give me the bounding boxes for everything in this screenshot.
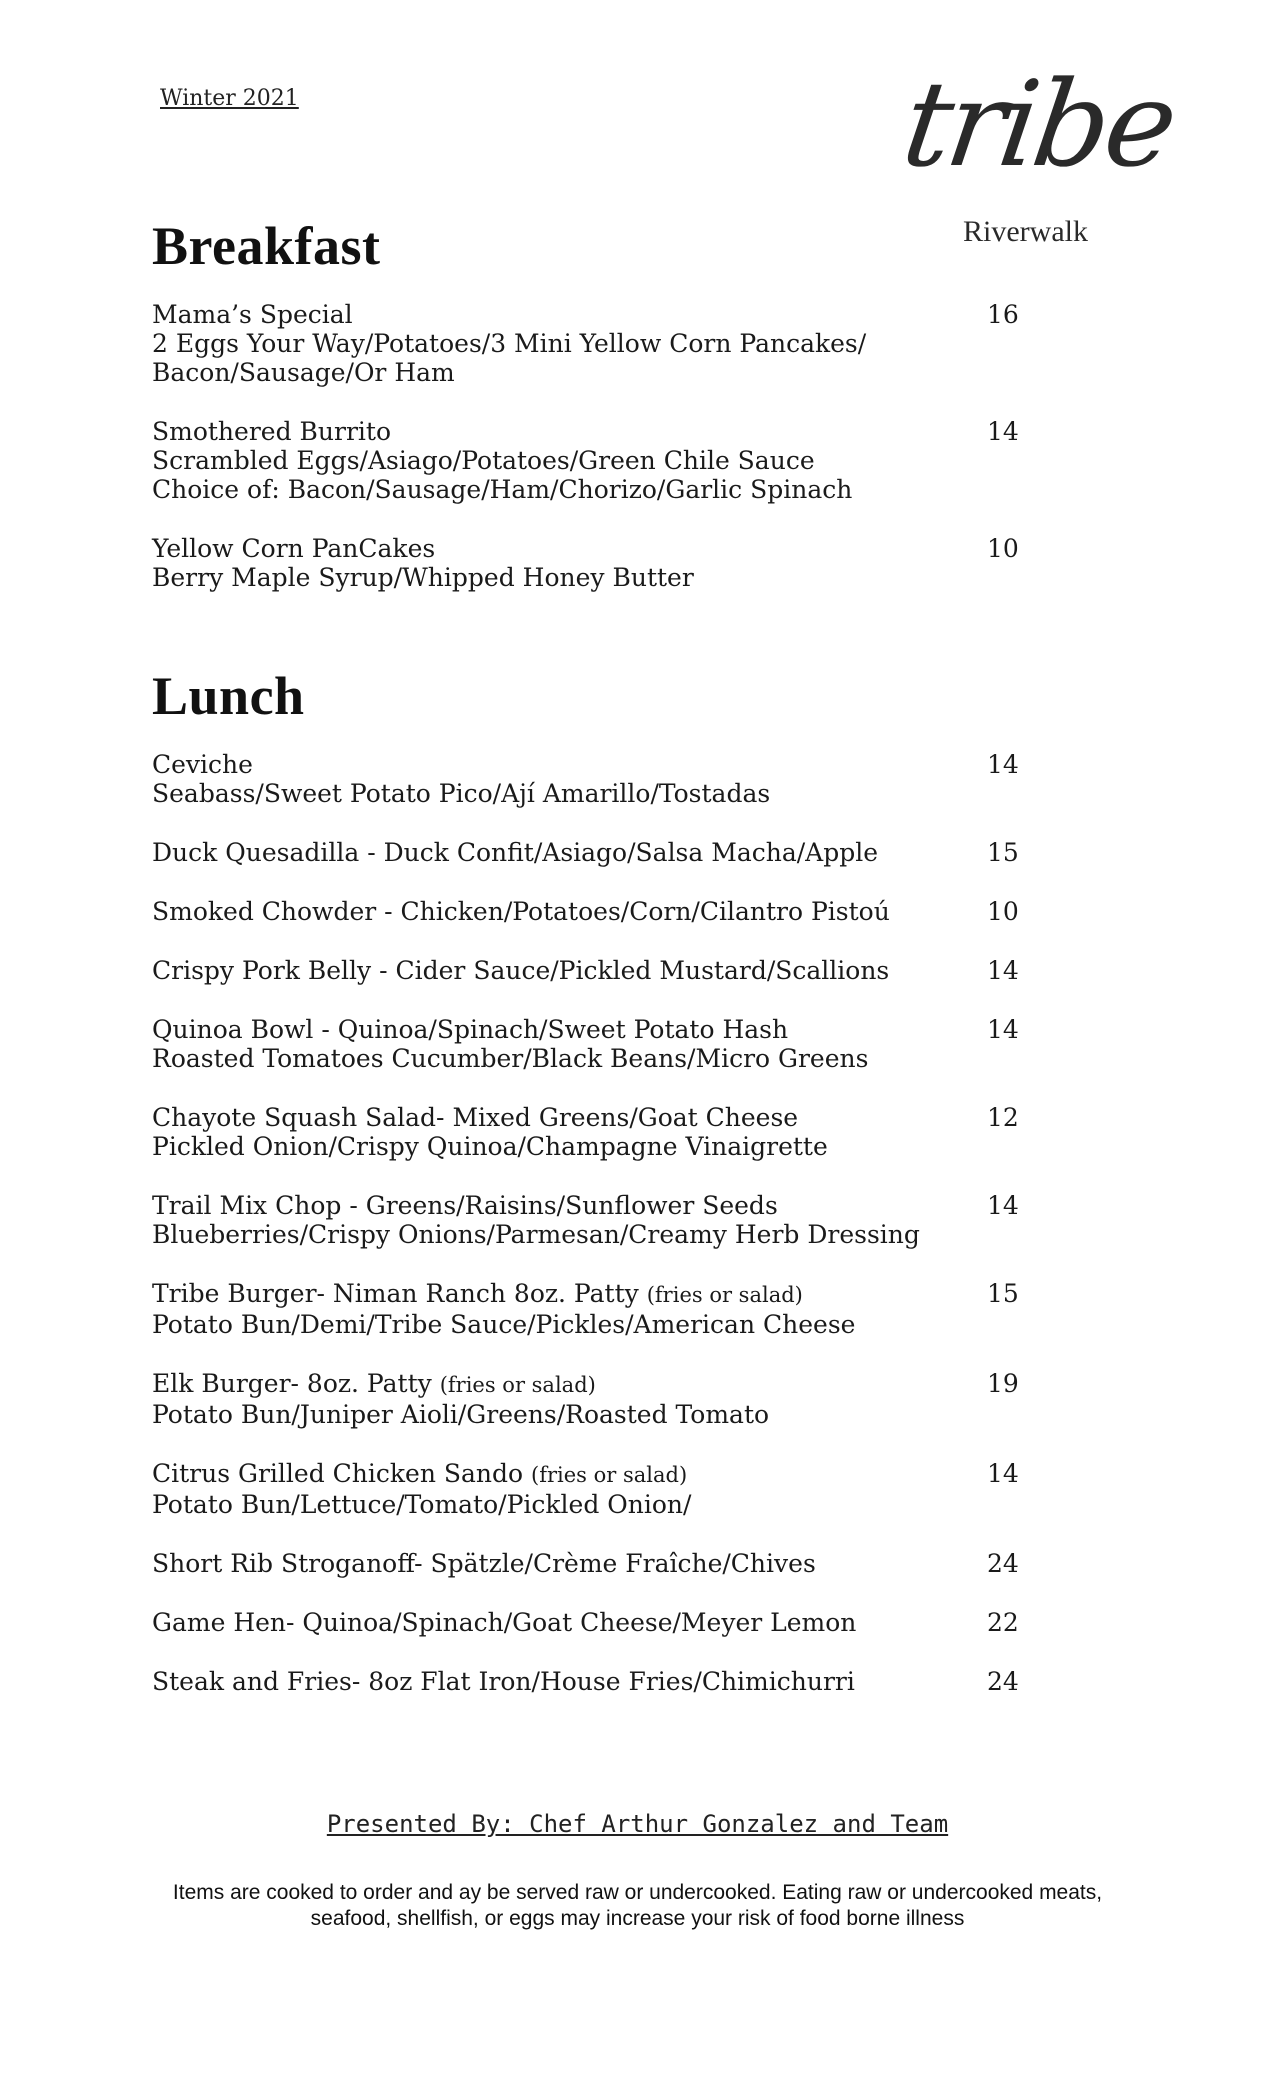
menu-item-title-line <box>152 1279 1022 1310</box>
menu-item-title-line <box>152 300 1022 329</box>
tribe-logo <box>895 55 1182 250</box>
menu-item-price: 14 <box>987 1191 1019 1220</box>
menu-item-title-line <box>152 1369 1022 1400</box>
menu-item-price: 15 <box>987 838 1019 867</box>
menu-item-title-line <box>152 1549 1022 1578</box>
menu-item-title-line <box>152 1103 1022 1132</box>
season-label: Winter 2021 <box>160 86 299 111</box>
menu-item-name: Steak and Fries- 8oz Flat Iron/House Fries/Chimichurri <box>152 1667 855 1696</box>
menu-item <box>152 897 1022 926</box>
menu-item-title-line <box>152 417 1022 446</box>
menu-item <box>152 1667 1022 1696</box>
menu-item <box>152 1015 1022 1073</box>
menu-item-price: 10 <box>987 534 1019 563</box>
menu-item-price: 10 <box>987 897 1019 926</box>
menu-item-price: 19 <box>987 1369 1019 1398</box>
menu-item-description: Pickled Onion/Crispy Quinoa/Champagne Vinaigrette <box>152 1132 828 1161</box>
menu-item-name: Chayote Squash Salad- Mixed Greens/Goat Cheese <box>152 1103 799 1132</box>
menu-item <box>152 1549 1022 1578</box>
menu-item-title-line <box>152 1667 1022 1696</box>
menu-item-title-line <box>152 1459 1022 1490</box>
menu-item <box>152 1191 1022 1249</box>
menu-item-name: Elk Burger- 8oz. Patty <box>152 1369 432 1398</box>
presented-by: Presented By: Chef Arthur Gonzalez and Team <box>326 1810 949 1838</box>
menu-item-description: Potato Bun/Lettuce/Tomato/Pickled Onion/ <box>152 1490 692 1519</box>
menu-item-name: Citrus Grilled Chicken Sando <box>152 1459 524 1488</box>
menu-item-note: (fries or salad) <box>646 1283 803 1307</box>
menu-item <box>152 1608 1022 1637</box>
menu-item <box>152 417 1022 504</box>
menu-item-title-line <box>152 1191 1022 1220</box>
menu-item-title-line <box>152 838 1022 867</box>
menu-item-price: 14 <box>987 1015 1019 1044</box>
menu-item-name: Game Hen- Quinoa/Spinach/Goat Cheese/Meyer Lemon <box>152 1608 857 1637</box>
menu-item <box>152 534 1022 592</box>
menu-item-price: 14 <box>987 956 1019 985</box>
menu-item-description: Potato Bun/Juniper Aioli/Greens/Roasted Tomato <box>152 1400 770 1429</box>
menu-item-description: 2 Eggs Your Way/Potatoes/3 Mini Yellow Corn Pancakes/ <box>152 329 867 358</box>
menu-item-price: 16 <box>987 300 1019 329</box>
menu-item-title-line <box>152 956 1022 985</box>
menu-item-name: Smothered Burrito <box>152 417 391 446</box>
menu-item-name: Short Rib Stroganoff- Spätzle/Crème Fraîche/Chives <box>152 1549 816 1578</box>
menu-item-description: Potato Bun/Demi/Tribe Sauce/Pickles/American Cheese <box>152 1310 856 1339</box>
menu-item-title-line <box>152 1608 1022 1637</box>
menu-item-price: 12 <box>987 1103 1019 1132</box>
menu-item <box>152 1279 1022 1339</box>
menu-item-description: Choice of: Bacon/Sausage/Ham/Chorizo/Garlic Spinach <box>152 475 853 504</box>
menu-item <box>152 1459 1022 1519</box>
menu-item-note: (fries or salad) <box>439 1373 596 1397</box>
menu-item <box>152 750 1022 808</box>
menu-item <box>152 1369 1022 1429</box>
menu-item-description: Berry Maple Syrup/Whipped Honey Butter <box>152 563 694 592</box>
menu-item-description: Scrambled Eggs/Asiago/Potatoes/Green Chile Sauce <box>152 446 815 475</box>
menu-item-name: Yellow Corn PanCakes <box>152 534 436 563</box>
menu-item-price: 15 <box>987 1279 1019 1308</box>
menu-item-name: Trail Mix Chop - Greens/Raisins/Sunflower Seeds <box>152 1191 778 1220</box>
menu-item-name: Mama’s Special <box>152 300 353 329</box>
menu-item <box>152 300 1022 387</box>
menu-item-title-line <box>152 1015 1022 1044</box>
menu-item-name: Smoked Chowder - Chicken/Potatoes/Corn/Cilantro Pistoú <box>152 897 890 926</box>
menu-item-name: Crispy Pork Belly - Cider Sauce/Pickled Mustard/Scallions <box>152 956 890 985</box>
menu-item-description: Bacon/Sausage/Or Ham <box>152 358 455 387</box>
menu-item-name: Quinoa Bowl - Quinoa/Spinach/Sweet Potato Hash <box>152 1015 789 1044</box>
menu-item-description: Blueberries/Crispy Onions/Parmesan/Creamy Herb Dressing <box>152 1220 920 1249</box>
menu-item-name: Duck Quesadilla - Duck Confit/Asiago/Salsa Macha/Apple <box>152 838 879 867</box>
menu-item <box>152 1103 1022 1161</box>
menu-item-price: 14 <box>987 1459 1019 1488</box>
menu-item-price: 24 <box>987 1667 1019 1696</box>
logo-wordmark: tribe <box>895 55 1182 193</box>
menu-item-price: 22 <box>987 1608 1019 1637</box>
breakfast-heading: Breakfast <box>152 216 381 276</box>
menu-item-name: Ceviche <box>152 750 253 779</box>
menu-item-title-line <box>152 897 1022 926</box>
logo-location: Riverwalk <box>963 215 1088 248</box>
lunch-item-list <box>152 750 1022 1726</box>
menu-item-name: Tribe Burger- Niman Ranch 8oz. Patty <box>152 1279 639 1308</box>
menu-item-description: Seabass/Sweet Potato Pico/Ají Amarillo/Tostadas <box>152 779 771 808</box>
menu-item <box>152 838 1022 867</box>
lunch-heading: Lunch <box>152 666 305 726</box>
menu-item-title-line <box>152 750 1022 779</box>
menu-item-note: (fries or salad) <box>531 1463 688 1487</box>
menu-item-price: 14 <box>987 417 1019 446</box>
breakfast-item-list <box>152 300 1022 622</box>
menu-item-price: 14 <box>987 750 1019 779</box>
menu-item-price: 24 <box>987 1549 1019 1578</box>
menu-item-title-line <box>152 534 1022 563</box>
disclaimer-text: Items are cooked to order and ay be served raw or undercooked. Eating raw or undercooked meats, seafood, shellfish, or eggs may increase your risk of food borne illness <box>172 1881 1103 1930</box>
menu-item-description: Roasted Tomatoes Cucumber/Black Beans/Micro Greens <box>152 1044 869 1073</box>
menu-item <box>152 956 1022 985</box>
